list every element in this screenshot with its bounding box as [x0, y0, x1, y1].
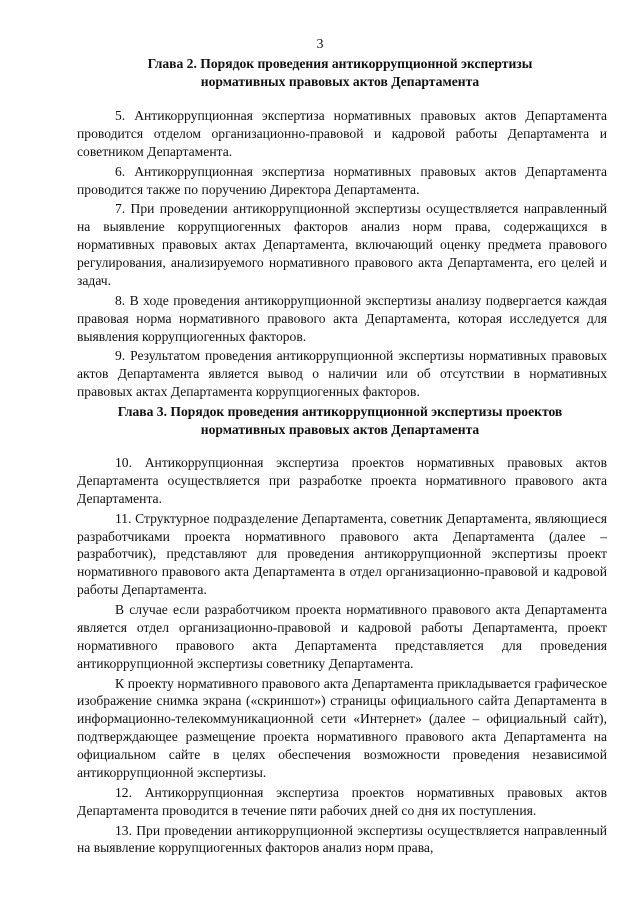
paragraph-6: 6. Антикоррупционная экспертиза нормативных правовых актов Департамента проводится также по поручению Директора Департамента. [77, 163, 607, 197]
paragraph-13: 13. При проведении антикоррупционной экспертизы осуществляется направленный на выявление коррупциогенных факторов анализ норм права, [77, 822, 607, 856]
chapter-3-heading [72, 403, 608, 439]
chapter-3-heading-line-1: Глава 3. Порядок проведения антикоррупционной экспертизы проектов [117, 404, 563, 419]
paragraph-11-part-3: К проекту нормативного правового акта Департамента прикладывается графическое изображение снимка экрана («скриншот») страницы официального сайта Департамента в информационно-телекоммуникационной сети «Интернет» (далее – официальный сайт), подтверждающее размещение проекта нормативного правового акта Департамента на официальном сайте в целях обеспечения возможности проведения независимой антикоррупционной экспертизы. [77, 675, 607, 781]
paragraph-10: 10. Антикоррупционная экспертиза проектов нормативных правовых актов Департамента осуществляется при разработке проекта нормативного правового акта Департамента. [77, 455, 607, 506]
paragraph-9: 9. Результатом проведения антикоррупционной экспертизы нормативных правовых актов Департамента является вывод о наличии или об отсутствии в нормативных правовых актах Департамента коррупциогенных факторов. [77, 348, 607, 400]
chapter-2-heading [72, 55, 608, 91]
page-number: 3 [316, 37, 324, 52]
paragraph-5: 5. Антикоррупционная экспертиза нормативных правовых актов Департамента проводится отделом организационно-правовой и кадровой работы Департамента и советником Департамента. [77, 108, 607, 159]
paragraph-11-part-2: В случае если разработчиком проекта нормативного правового акта Департамента является отдел организационно-правовой и кадровой работы Департамента, проект нормативного правового акта Департамента представляется для проведения антикоррупционной экспертизы советнику Департамента. [77, 602, 607, 671]
chapter-2-heading-line-2: нормативных правовых актов Департамента [200, 73, 480, 89]
chapter-2-heading-line-1: Глава 2. Порядок проведения антикоррупционной экспертизы [147, 56, 533, 71]
chapter-3-body [77, 454, 607, 857]
paragraph-11: 11. Структурное подразделение Департамента, советник Департамента, являющиеся разработчиками проекта нормативного правового акта Департамента (далее – разработчик), представляют для проведения антикоррупционной экспертизы проект нормативного правового акта Департамента в отдел организационно-правовой и кадровой работы Департамента. [77, 510, 607, 598]
chapter-2-body [77, 107, 607, 401]
chapter-3-heading-line-2: нормативных правовых актов Департамента [200, 421, 480, 437]
paragraph-12: 12. Антикоррупционная экспертиза проектов нормативных правовых актов Департамента проводится в течение пяти рабочих дней со дня их поступления. [77, 784, 607, 818]
paragraph-7: 7. При проведении антикоррупционной экспертизы осуществляется направленный на выявление коррупциогенных факторов анализ норм права, содержащихся в нормативных правовых актах Департамента, включающий оценку предмета правового регулирования, анализируемого нормативного правового акта Департамента, его целей и задач. [77, 201, 607, 288]
paragraph-8: 8. В ходе проведения антикоррупционной экспертизы анализу подвергается каждая правовая норма нормативного правового акта Департамента, которая исследуется для выявления коррупциогенных факторов. [77, 292, 607, 344]
